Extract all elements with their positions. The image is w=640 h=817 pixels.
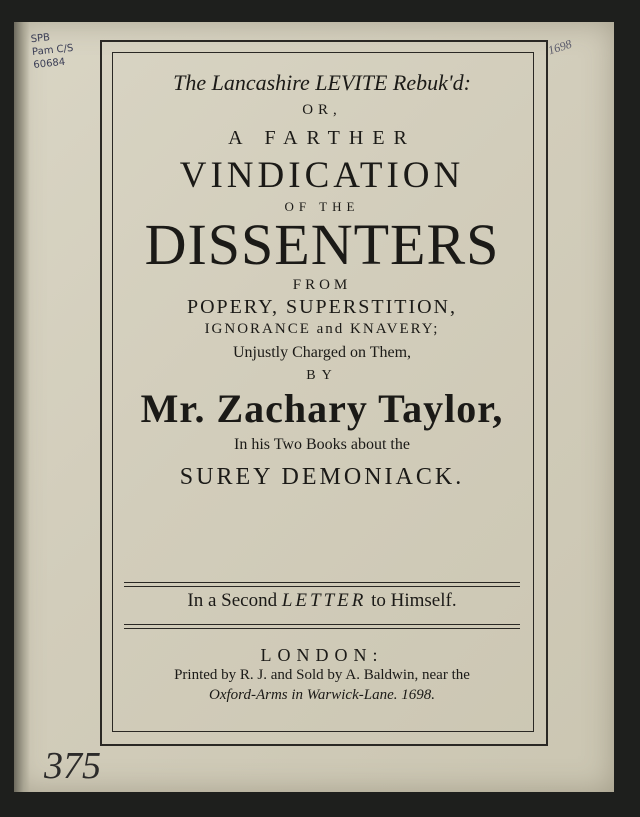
from-line: FROM (292, 277, 352, 293)
main-title: The Lancashire LEVITE Rebuk'd: (173, 70, 471, 95)
shelfmark-annotation (30, 27, 94, 72)
rule-lower-2 (124, 628, 520, 629)
unjustly-line: Unjustly Charged on Them, (232, 344, 412, 361)
shelfmark-line-2: Pam C/S (31, 42, 74, 59)
shelfmark-line-1: SPB (30, 32, 51, 46)
shelfmark-line-3: 60684 (32, 56, 66, 72)
ignorance-line: IGNORANCE and KNAVERY; (204, 321, 440, 337)
handwritten-date: 1698 (546, 36, 574, 58)
vindication-heading: VINDICATION (179, 155, 465, 196)
farther-line: A FARTHER (228, 127, 416, 149)
imprint-location: Oxford-Arms in Warwick-Lane. 1698. (209, 687, 435, 703)
second-letter-suffix: to Himself. (371, 590, 457, 611)
rule-upper-2 (124, 586, 520, 587)
rule-lower-1 (124, 624, 520, 625)
second-letter-prefix: In a Second (187, 590, 278, 611)
handwritten-leaf-number: 375 (44, 745, 101, 787)
two-books-line: In his Two Books about the (234, 436, 410, 453)
binding-edge (14, 22, 30, 792)
of-the-line: OF THE (284, 199, 360, 214)
rule-upper-1 (124, 582, 520, 583)
second-letter-italic: LETTER (281, 590, 367, 611)
author-name: Mr. Zachary Taylor, (140, 386, 504, 431)
popery-line: POPERY, SUPERSTITION, (186, 296, 458, 318)
imprint-printer: Printed by R. J. and Sold by A. Baldwin, near the (174, 667, 470, 683)
imprint-city: LONDON: (260, 645, 384, 665)
surey-demoniack-line: SUREY DEMONIACK. (179, 464, 465, 490)
dissenters-heading: DISSENTERS (144, 212, 500, 277)
title-block (114, 58, 530, 491)
by-line: BY (306, 368, 338, 383)
or-line: OR, (302, 102, 342, 118)
second-letter-line (114, 590, 530, 612)
